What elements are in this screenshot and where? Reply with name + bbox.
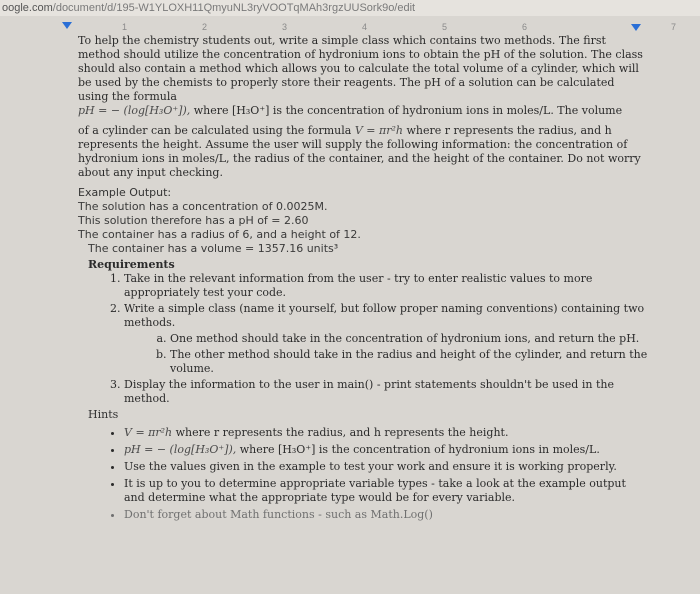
url-host: oogle.com <box>2 2 53 14</box>
ruler-number: 5 <box>442 22 448 32</box>
hint-item: • Don't forget about Math functions - such as Math.Log() <box>124 508 648 522</box>
example-line: The container has a volume = 1357.16 units³ <box>88 242 339 255</box>
ruler-number: 3 <box>282 22 288 32</box>
hint-item <box>124 426 648 440</box>
document-body[interactable] <box>78 34 648 525</box>
hints-heading: Hints <box>88 408 119 421</box>
sub-requirement-item: a. One method should take in the concentration of hydronium ions, and return the pH. <box>170 332 648 346</box>
intro-paragraph <box>78 34 648 104</box>
requirement-item <box>124 302 648 376</box>
hint-text: where r represents the radius, and h represents the height. <box>172 426 509 439</box>
hint-ph-formula: pH = − (log[H₃O⁺]), <box>124 443 237 456</box>
ph-description: where [H₃O⁺] is the concentration of hydronium ions in moles/L. The volume <box>190 104 623 117</box>
hint-item: • Use the values given in the example to test your work and ensure it is working properly. <box>124 460 648 474</box>
example-line: This solution therefore has a pH of = 2.60 <box>78 214 309 227</box>
volume-prefix: of a cylinder can be calculated using the formula <box>78 124 355 137</box>
example-line: The container has a radius of 6, and a height of 12. <box>78 228 361 241</box>
url-path: /document/d/195-W1YLOXH11QmyuNL3ryVOOTqMAh3rgzUUSork9o/edit <box>52 2 416 14</box>
sub-requirements-list <box>124 332 648 376</box>
hint-item: • It is up to you to determine appropriate variable types - take a look at the example output and determine what the appropriate type would be for every variable. <box>124 477 648 505</box>
requirement-item: 3. Display the information to the user in main() - print statements shouldn't be used in the method. <box>124 378 648 406</box>
sub-requirement-item: b. The other method should take in the radius and height of the cylinder, and return the volume. <box>170 348 648 376</box>
address-bar[interactable] <box>0 0 700 16</box>
hints-list <box>78 426 648 522</box>
example-line: The solution has a concentration of 0.0025M. <box>78 200 328 213</box>
document-ruler[interactable] <box>60 16 700 34</box>
hint-item <box>124 443 648 457</box>
ruler-number: 6 <box>522 22 528 32</box>
ruler-number: 2 <box>202 22 208 32</box>
hint-volume-formula: V = πr²h <box>124 426 173 439</box>
requirement-item: 1. Take in the relevant information from the user - try to enter realistic values to more appropriately test your code. <box>124 272 648 300</box>
requirement-text: Write a simple class (name it yourself, but follow proper naming conventions) containing two methods. <box>124 302 645 329</box>
volume-paragraph <box>78 124 648 186</box>
requirements-heading: Requirements <box>88 258 175 271</box>
left-indent-marker-icon[interactable] <box>62 22 72 29</box>
requirements-list <box>78 272 648 406</box>
hint-text: where [H₃O⁺] is the concentration of hydronium ions in moles/L. <box>236 443 600 456</box>
ruler-number: 4 <box>362 22 368 32</box>
ph-formula: pH = − (log[H₃O⁺]), <box>78 104 191 117</box>
volume-formula: V = πr²h <box>354 124 403 137</box>
volume-description: where r represents the radius, and h represents the height. Assume the user will supply the following information: the concentration of hydronium ions in moles/L, the radius of the container, and the height of the container. Do not worry about any input checking. <box>78 124 641 179</box>
ph-formula-line <box>78 104 648 124</box>
right-indent-marker-icon[interactable] <box>631 24 641 31</box>
ruler-number: 1 <box>122 22 128 32</box>
ruler-number: 7 <box>671 22 677 32</box>
intro-text: To help the chemistry students out, write a simple class which contains two methods. The first method should utilize the concentration of hydronium ions to obtain the pH of the solution. The class should also contain a method which allows you to calculate the total volume of a cylinder, which will be used by the chemists to properly store their reagents. The pH of a solution can be calculated using the formula <box>78 34 643 103</box>
example-output-title: Example Output: <box>78 186 172 199</box>
